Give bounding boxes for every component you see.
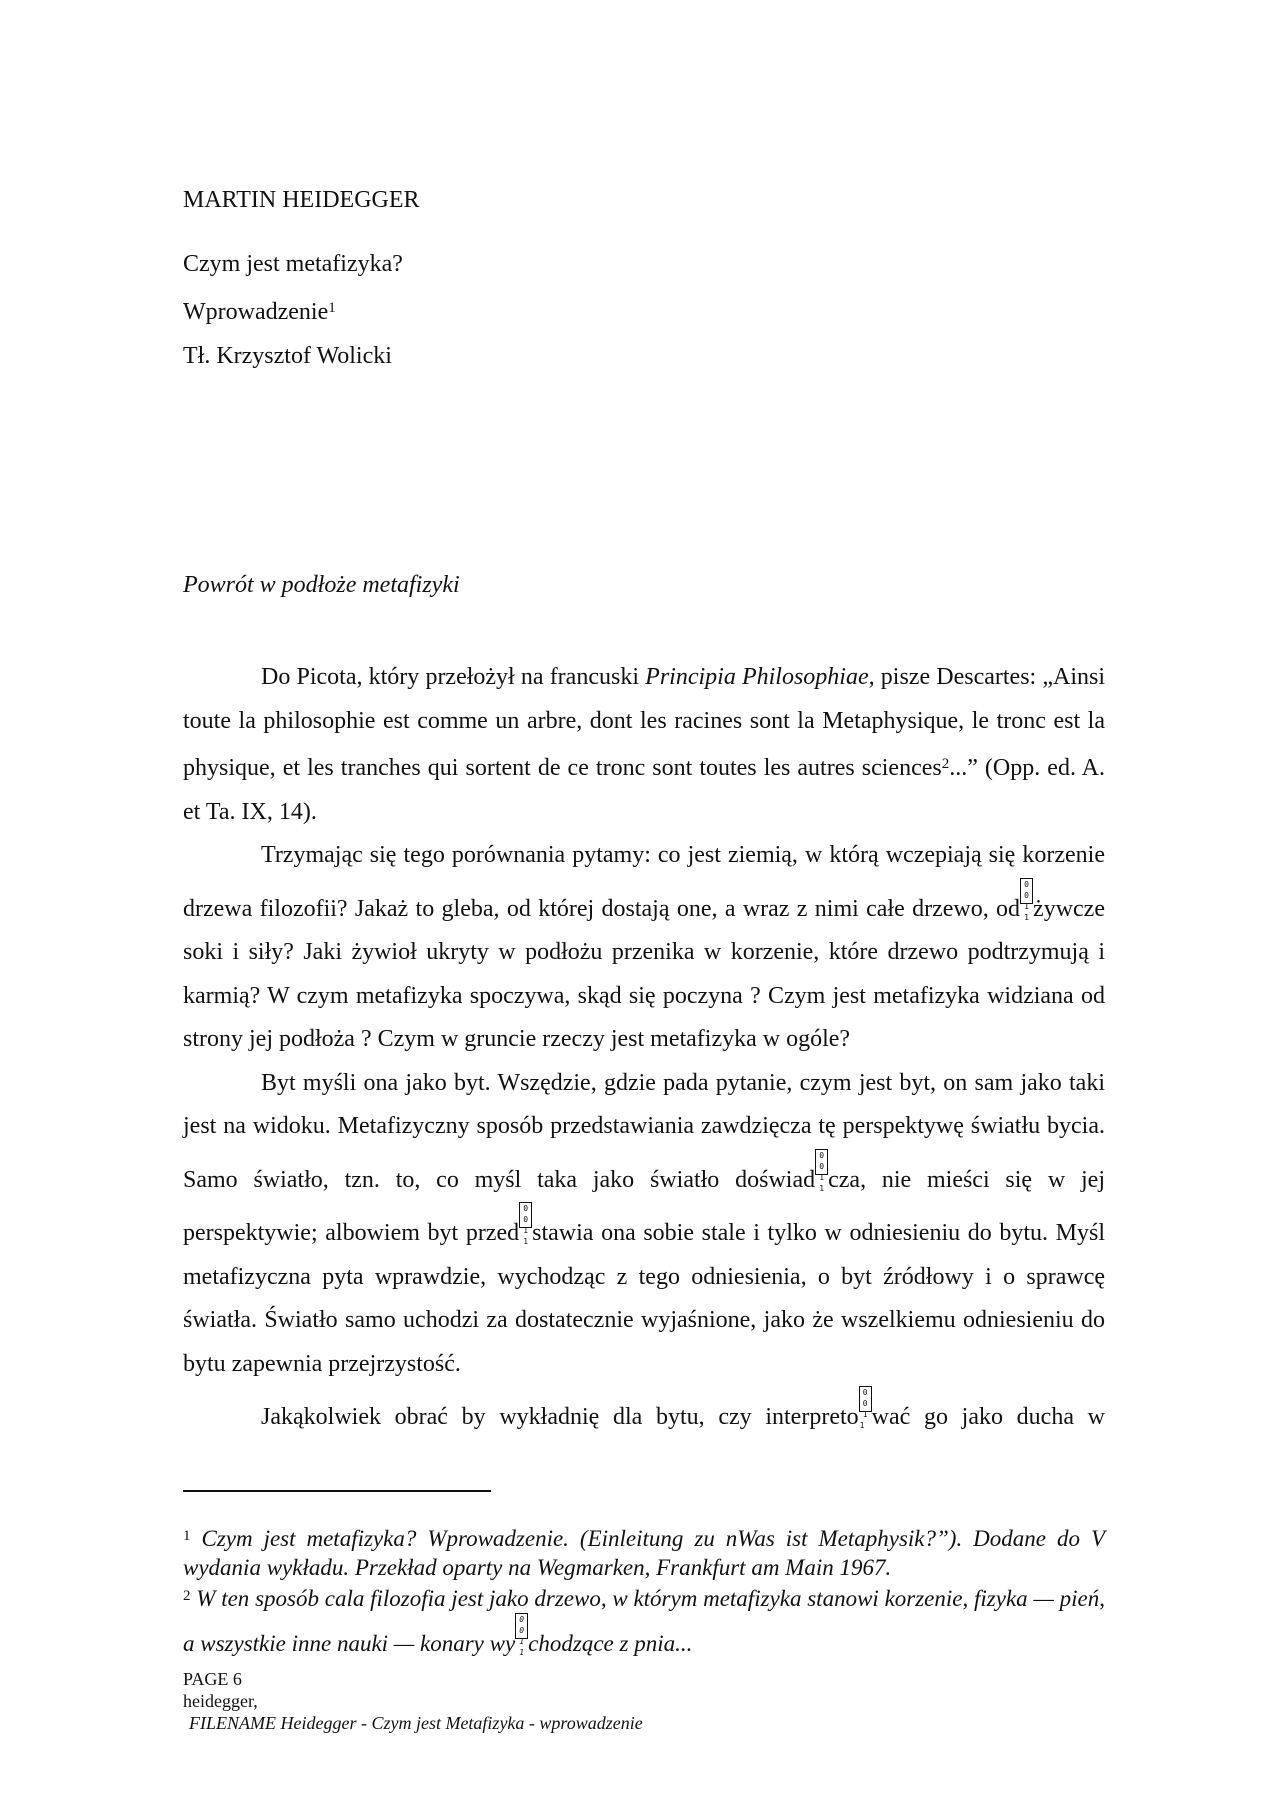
footnote-separator: [183, 1490, 491, 1492]
paragraph-2-text-a: Trzymając się tego porównania pytamy: co jest ziemią, w którą wczepiają się korzenie drzewa filozofii? Jakaż to gleba, od której dostają one, a wraz z nimi całe drzewo, od: [183, 842, 1105, 922]
missing-glyph-icon: 0 0 1 1: [859, 1386, 872, 1412]
paragraph-4: [183, 1386, 1105, 1440]
paragraph-1-text-b: pisze Descartes: „Ainsi toute la philosophie est comme un arbre, dont les racines sont la Metaphysique, le tronc est la physique, et les tranches qui sortent de ce tronc sont toutes les autres sciences: [183, 664, 1106, 781]
paragraph-4-text-b: wać go jako ducha w: [871, 1404, 1106, 1430]
page-footer: [183, 1668, 643, 1734]
footnotes: [183, 1522, 1105, 1658]
paragraph-1: [183, 656, 1105, 834]
footnote-2-mark: 2: [183, 1588, 191, 1604]
missing-glyph-icon: 0 0 1 1: [515, 1613, 528, 1639]
footer-line-2: heidegger,: [183, 1691, 258, 1711]
footnote-2: [183, 1582, 1105, 1658]
paragraph-1-italic: Principia Philosophiae,: [645, 664, 875, 690]
section-heading: Powrót w podłoże metafizyki: [183, 572, 460, 598]
paragraph-3-text-c: stawia ona sobie stale i tylko w odniesieniu do bytu. Myśl metafizyczna pyta wprawdzie, wychodząc z tego odniesienia, o byt źródłowy i o sprawcę światła. Światło samo uchodzi za dostatecznie wyjaśnione, jako że wszelkiemu odniesieniu do bytu zapewnia przejrzystość.: [183, 1220, 1106, 1377]
paragraph-2: [183, 834, 1105, 1062]
footnote-1-mark: 1: [183, 1528, 191, 1544]
document-header: [183, 178, 420, 378]
footnote-ref-1: 1: [328, 300, 336, 316]
footnote-1: [183, 1522, 1105, 1582]
missing-glyph-icon: 0 0 1 1: [815, 1149, 828, 1175]
footnote-2-text-a: W ten sposób cala filozofia jest jako drzewo, w którym metafizyka stanowi korzenie, fizyka — pień, a wszystkie inne nauki — konary wy: [183, 1586, 1106, 1656]
paragraph-3-text-b: cza, nie mieści się w jej perspektywie; albowiem byt przed: [183, 1166, 1105, 1246]
missing-glyph-icon: 0 0 1 1: [1020, 878, 1033, 904]
footnote-1-text: Czym jest metafizyka? Wprowadzenie. (Einleitung zu nWas ist Metaphysik?”). Dodane do V wydania wykładu. Przekład oparty na Wegmarken, Frankfurt am Main 1967.: [183, 1526, 1105, 1580]
translator-line: Tł. Krzysztof Wolicki: [183, 343, 392, 369]
paragraph-3: [183, 1062, 1105, 1387]
paragraph-2-text-b: żywcze soki i siły? Jaki żywioł ukryty w podłożu przenika w korzenie, które drzewo podtrzymują i karmią? W czym metafizyka spoczywa, skąd się poczyna ? Czym jest metafizyka widziana od strony jej podłoża ? Czym w gruncie rzeczy jest metafizyka w ogóle?: [183, 895, 1105, 1052]
paragraph-4-text-a: Jakąkolwiek obrać by wykładnię dla bytu, czy interpreto: [261, 1404, 859, 1430]
footnote-2-text-b: chodzące z pnia...: [528, 1631, 693, 1656]
subtitle-text: Wprowadzenie: [183, 299, 329, 325]
author-name: MARTIN HEIDEGGER: [183, 187, 420, 213]
paragraph-1-text-a: Do Picota, który przełożył na francuski: [261, 664, 646, 690]
footnote-ref-2: 2: [941, 756, 950, 772]
body-text: [183, 656, 1105, 1440]
paragraph-1-text-c: ...” (Opp. ed. A. et Ta. IX, 14).: [183, 755, 1105, 825]
filename-field: FILENAME Heidegger - Czym jest Metafizyka - wprowadzenie: [189, 1713, 643, 1733]
document-title: Czym jest metafizyka?: [183, 251, 403, 277]
document-subtitle: [183, 286, 420, 334]
page-number-field: PAGE 6: [183, 1669, 242, 1689]
missing-glyph-icon: 0 0 1 1: [519, 1202, 532, 1228]
paragraph-3-text-a: Byt myśli ona jako byt. Wszędzie, gdzie pada pytanie, czym jest byt, on sam jako taki jest na widoku. Metafizyczny sposób przedstawiania zawdzięcza tę perspektywę światłu bycia. Samo światło, tzn. to, co myśl taka jako światło doświad: [183, 1069, 1105, 1193]
